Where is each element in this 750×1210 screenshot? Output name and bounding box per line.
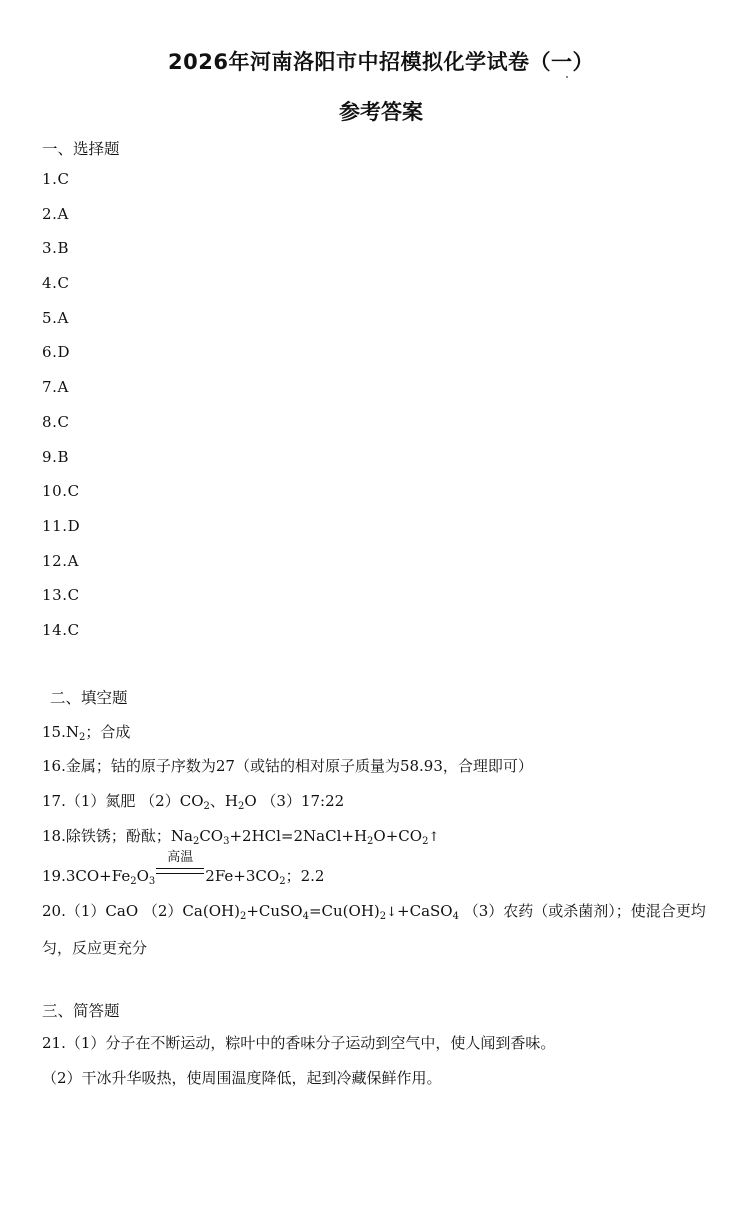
section-spacer xyxy=(42,965,720,1000)
answer-item: 14.C xyxy=(42,620,80,639)
double-bar-icon xyxy=(156,868,204,874)
answer-q15 xyxy=(42,715,720,750)
q19-sub: 2 xyxy=(279,876,286,888)
section-heading-multiple-choice: 一、选择题 xyxy=(42,140,120,158)
document-subtitle: 参考答案 xyxy=(339,100,423,124)
q19-part: 19.3CO+Fe xyxy=(42,867,131,886)
gas-arrow-up-icon: ↑ xyxy=(428,829,440,845)
q15-subscript: 2 xyxy=(78,731,86,743)
q17-part: O （3）17:22 xyxy=(244,792,345,810)
answer-item: 7.A xyxy=(42,378,69,397)
section-heading-short-answer: 三、简答题 xyxy=(42,1002,120,1021)
answer-q16: 16.金属；钴的原子序数为27（或钴的相对原子质量为58.93，合理即可） xyxy=(42,757,533,776)
q20-sub: 2 xyxy=(239,911,247,923)
q20-sub: 4 xyxy=(302,911,309,923)
answer-item: 2.A xyxy=(42,204,69,223)
answer-item: 13.C xyxy=(42,586,80,605)
scan-speck xyxy=(566,76,568,78)
answer-item: 12.A xyxy=(42,551,80,570)
q17-sub: 2 xyxy=(203,801,210,812)
section-spacer xyxy=(42,648,720,683)
answer-item: 6.D xyxy=(42,343,71,362)
q19-part: 2Fe+3CO xyxy=(205,867,280,886)
q17-sub: 2 xyxy=(237,801,245,812)
q18-part: O+CO xyxy=(373,826,423,845)
q20-sub: 2 xyxy=(379,911,387,923)
answer-q19 xyxy=(42,850,720,894)
document-title: 2026年河南洛阳市中招模拟化学试卷（一） xyxy=(168,50,594,74)
q18-part: 18.除铁锈；酚酞；Na xyxy=(42,826,193,845)
answer-item: 3.B xyxy=(42,239,70,258)
q20-part: +CaSO xyxy=(397,902,453,921)
q18-sub: 2 xyxy=(422,835,429,847)
answer-sheet-page xyxy=(0,46,750,1210)
q20-part: +CuSO xyxy=(246,902,303,921)
answer-q17 xyxy=(42,784,720,819)
answer-item: 4.C xyxy=(42,274,70,293)
answer-item: 11.D xyxy=(42,516,81,535)
q18-part: CO xyxy=(199,826,224,845)
answer-item: 1.C xyxy=(42,170,70,188)
q20-sub: 4 xyxy=(452,911,459,923)
answer-item: 5.A xyxy=(42,308,69,327)
reaction-condition-sign xyxy=(156,850,204,883)
answer-item: 10.C xyxy=(42,482,80,501)
q19-part: ；2.2 xyxy=(285,867,325,886)
answer-item: 8.C xyxy=(42,412,70,431)
q18-sub: 2 xyxy=(192,835,200,847)
multiple-choice-answer-list xyxy=(42,162,720,648)
answer-q18 xyxy=(42,819,720,854)
answer-q20 xyxy=(42,894,732,965)
q17-part: 17.（1）氮肥 （2）CO xyxy=(42,792,204,810)
answer-q21-part2: （2）干冰升华吸热，使周围温度降低，起到冷藏保鲜作用。 xyxy=(42,1069,442,1088)
q19-part: O xyxy=(136,867,149,886)
section-heading-fill-in: 二、填空题 xyxy=(50,688,128,707)
q17-part: 、H xyxy=(209,792,238,810)
precipitate-arrow-down-icon: ↓ xyxy=(386,905,398,921)
q15-formula: N xyxy=(65,722,79,741)
answer-item: 9.B xyxy=(42,447,70,466)
q15-text: ；合成 xyxy=(85,722,131,741)
q19-sub: 2 xyxy=(130,876,137,888)
q20-part: 20.（1）CaO （2）Ca(OH) xyxy=(42,902,240,921)
answer-q21-part1: 21.（1）分子在不断运动，粽叶中的香味分子运动到空气中，使人闻到香味。 xyxy=(42,1034,556,1053)
q15-number: 15. xyxy=(42,722,66,741)
q18-part: +2HCl=2NaCl+H xyxy=(229,826,368,845)
q18-sub: 3 xyxy=(223,835,230,847)
q20-part: =Cu(OH) xyxy=(308,902,380,921)
q19-sub: 3 xyxy=(148,876,156,888)
reaction-condition-label: 高温 xyxy=(167,850,194,866)
q20-part: （3）农药（或杀菌剂）；使混合更均匀，反应更充分 xyxy=(42,902,706,957)
q18-sub: 2 xyxy=(367,835,374,847)
